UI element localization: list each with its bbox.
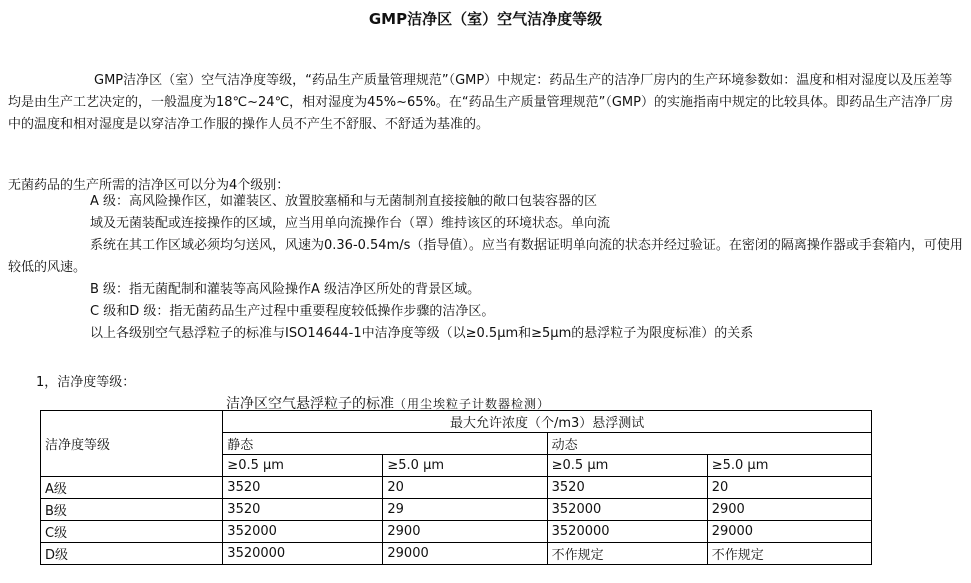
size-header: ≥0.5 μm (547, 455, 707, 477)
size-header: ≥5.0 μm (707, 455, 871, 477)
intro-paragraph: GMP洁净区（室）空气洁净度等级，“药品生产质量管理规范”（GMP）中规定：药品生产的洁净厂房内的生产环境参数如：温度和相对湿度以及压差等均是由生产工艺决定的，一般温度为18℃~24℃，相对湿度为45%~65%。在“药品生产质量管理规范”（GMP）的实施指南中规定的比较具体。即药品生产洁净厂房中的温度和相对湿度是以穿洁净工作服的操作人员不产生不舒服、不舒适为基准的。 (8, 73, 953, 132)
level-line: 域及无菌装配或连接操作的区域，应当用单向流操作台（罩）维持该区的环境状态。单向流 (90, 216, 611, 231)
value-cell: 3520 (547, 477, 707, 499)
size-header: ≥0.5 μm (223, 455, 383, 477)
levels-list (8, 191, 963, 345)
table-row (41, 477, 872, 499)
value-cell: 3520000 (547, 521, 707, 543)
dynamic-header: 动态 (547, 433, 871, 455)
value-cell: 352000 (223, 521, 383, 543)
grade-column-header: 洁净度等级 (41, 411, 223, 477)
level-line: B 级：指无菌配制和灌装等高风险操作A 级洁净区所处的背景区域。 (90, 282, 481, 297)
value-cell: 不作规定 (547, 543, 707, 565)
grade-cell: A级 (41, 477, 223, 499)
group-header: 最大允许浓度（个/m3）悬浮测试 (223, 411, 872, 433)
level-line: C 级和D 级：指无菌药品生产过程中重要程度较低操作步骤的洁净区。 (90, 304, 495, 319)
grade-cell: B级 (41, 499, 223, 521)
level-line: 以上各级别空气悬浮粒子的标准与ISO14644-1中洁净度等级（以≥0.5μm和≥5μm的悬浮粒子为限度标准）的关系 (90, 326, 754, 341)
table-caption-sub: （用尘埃粒子计数器检测） (394, 397, 551, 411)
value-cell: 2900 (383, 521, 547, 543)
value-cell: 不作规定 (707, 543, 871, 565)
value-cell: 3520000 (223, 543, 383, 565)
value-cell: 29 (383, 499, 547, 521)
static-header: 静态 (223, 433, 547, 455)
value-cell: 20 (707, 477, 871, 499)
value-cell: 29000 (707, 521, 871, 543)
value-cell: 3520 (223, 477, 383, 499)
size-header: ≥5.0 μm (383, 455, 547, 477)
level-line: A 级：高风险操作区，如灌装区、放置胶塞桶和与无菌制剂直接接触的敞口包装容器的区 (90, 194, 598, 209)
section-heading: 1，洁净度等级： (36, 375, 136, 390)
table-caption-main: 洁净区空气悬浮粒子的标准 (226, 396, 394, 412)
table-row (41, 499, 872, 521)
table-header-row (41, 411, 872, 433)
levels-intro: 无菌药品的生产所需的洁净区可以分为4个级别： (8, 178, 290, 193)
table-row (41, 521, 872, 543)
cleanliness-table (40, 410, 872, 565)
grade-cell: D级 (41, 543, 223, 565)
value-cell: 352000 (547, 499, 707, 521)
value-cell: 3520 (223, 499, 383, 521)
value-cell: 29000 (383, 543, 547, 565)
table-row (41, 543, 872, 565)
value-cell: 2900 (707, 499, 871, 521)
value-cell: 20 (383, 477, 547, 499)
page-title: GMP洁净区（室）空气洁净度等级 (368, 10, 603, 28)
level-line: 系统在其工作区域必须均匀送风，风速为0.36-0.54m/s（指导值）。应当有数据证明单向流的状态并经过验证。在密闭的隔离操作器或手套箱内，可使用较低的风速。 (8, 238, 963, 275)
grade-cell: C级 (41, 521, 223, 543)
